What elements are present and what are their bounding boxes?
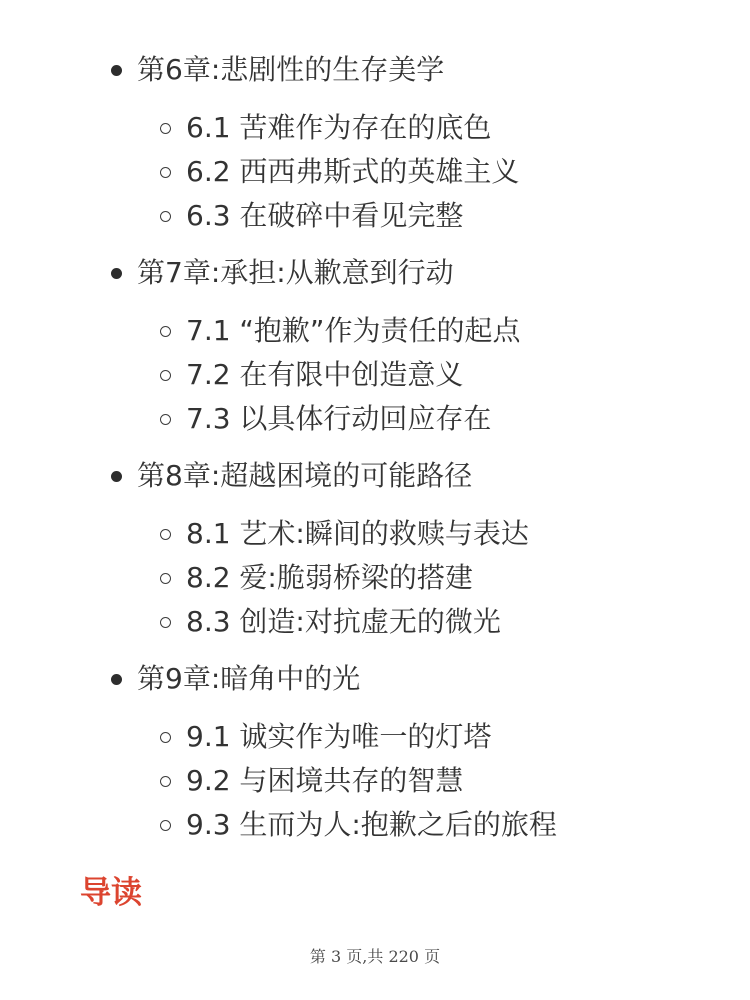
chapter-title: 第7章:承担:从歉意到行动 xyxy=(137,256,454,289)
subitem-label: 7.2 在有限中创造意义 xyxy=(186,358,464,391)
hollow-bullet-icon xyxy=(160,123,171,134)
hollow-bullet-icon xyxy=(160,732,171,743)
subitem-label: 8.3 创造:对抗虚无的微光 xyxy=(186,605,501,638)
subitem-label: 9.2 与困境共存的智慧 xyxy=(186,764,464,797)
toc-subitem xyxy=(186,556,750,600)
toc-chapter xyxy=(137,664,750,847)
subitem-label: 9.1 诚实作为唯一的灯塔 xyxy=(186,720,492,753)
toc-chapter xyxy=(137,258,750,441)
toc-subitem xyxy=(186,309,750,353)
toc-subitem xyxy=(186,106,750,150)
subitem-label: 8.2 爱:脆弱桥梁的搭建 xyxy=(186,561,473,594)
hollow-bullet-icon xyxy=(160,776,171,787)
section-heading: 导读 xyxy=(80,875,142,911)
toc-subitem xyxy=(186,194,750,238)
subitem-label: 7.1 “抱歉”作为责任的起点 xyxy=(186,314,521,347)
chapter-subitems xyxy=(137,512,750,644)
hollow-bullet-icon xyxy=(160,326,171,337)
toc-subitem xyxy=(186,512,750,556)
chapter-subitems xyxy=(137,106,750,238)
subitem-label: 8.1 艺术:瞬间的救赎与表达 xyxy=(186,517,529,550)
page-footer: 第 3 页,共 220 页 xyxy=(309,947,441,966)
subitem-label: 6.2 西西弗斯式的英雄主义 xyxy=(186,155,520,188)
hollow-bullet-icon xyxy=(160,370,171,381)
hollow-bullet-icon xyxy=(160,820,171,831)
filled-bullet-icon xyxy=(111,65,122,76)
toc-subitem xyxy=(186,600,750,644)
hollow-bullet-icon xyxy=(160,414,171,425)
toc-chapter xyxy=(137,461,750,644)
subitem-label: 7.3 以具体行动回应存在 xyxy=(186,402,492,435)
hollow-bullet-icon xyxy=(160,573,171,584)
hollow-bullet-icon xyxy=(160,529,171,540)
filled-bullet-icon xyxy=(111,268,122,279)
filled-bullet-icon xyxy=(111,471,122,482)
subitem-label: 6.1 苦难作为存在的底色 xyxy=(186,111,492,144)
toc-subitem xyxy=(186,759,750,803)
chapter-subitems xyxy=(137,715,750,847)
chapter-title: 第9章:暗角中的光 xyxy=(137,662,361,695)
filled-bullet-icon xyxy=(111,674,122,685)
chapter-title: 第8章:超越困境的可能路径 xyxy=(137,459,473,492)
hollow-bullet-icon xyxy=(160,617,171,628)
toc-subitem xyxy=(186,715,750,759)
hollow-bullet-icon xyxy=(160,167,171,178)
subitem-label: 6.3 在破碎中看见完整 xyxy=(186,199,464,232)
toc-subitem xyxy=(186,353,750,397)
hollow-bullet-icon xyxy=(160,211,171,222)
toc-subitem xyxy=(186,803,750,847)
subitem-label: 9.3 生而为人:抱歉之后的旅程 xyxy=(186,808,557,841)
toc-subitem xyxy=(186,150,750,194)
chapter-subitems xyxy=(137,309,750,441)
chapter-title: 第6章:悲剧性的生存美学 xyxy=(137,53,445,86)
toc-subitem xyxy=(186,397,750,441)
toc-chapter xyxy=(137,55,750,238)
